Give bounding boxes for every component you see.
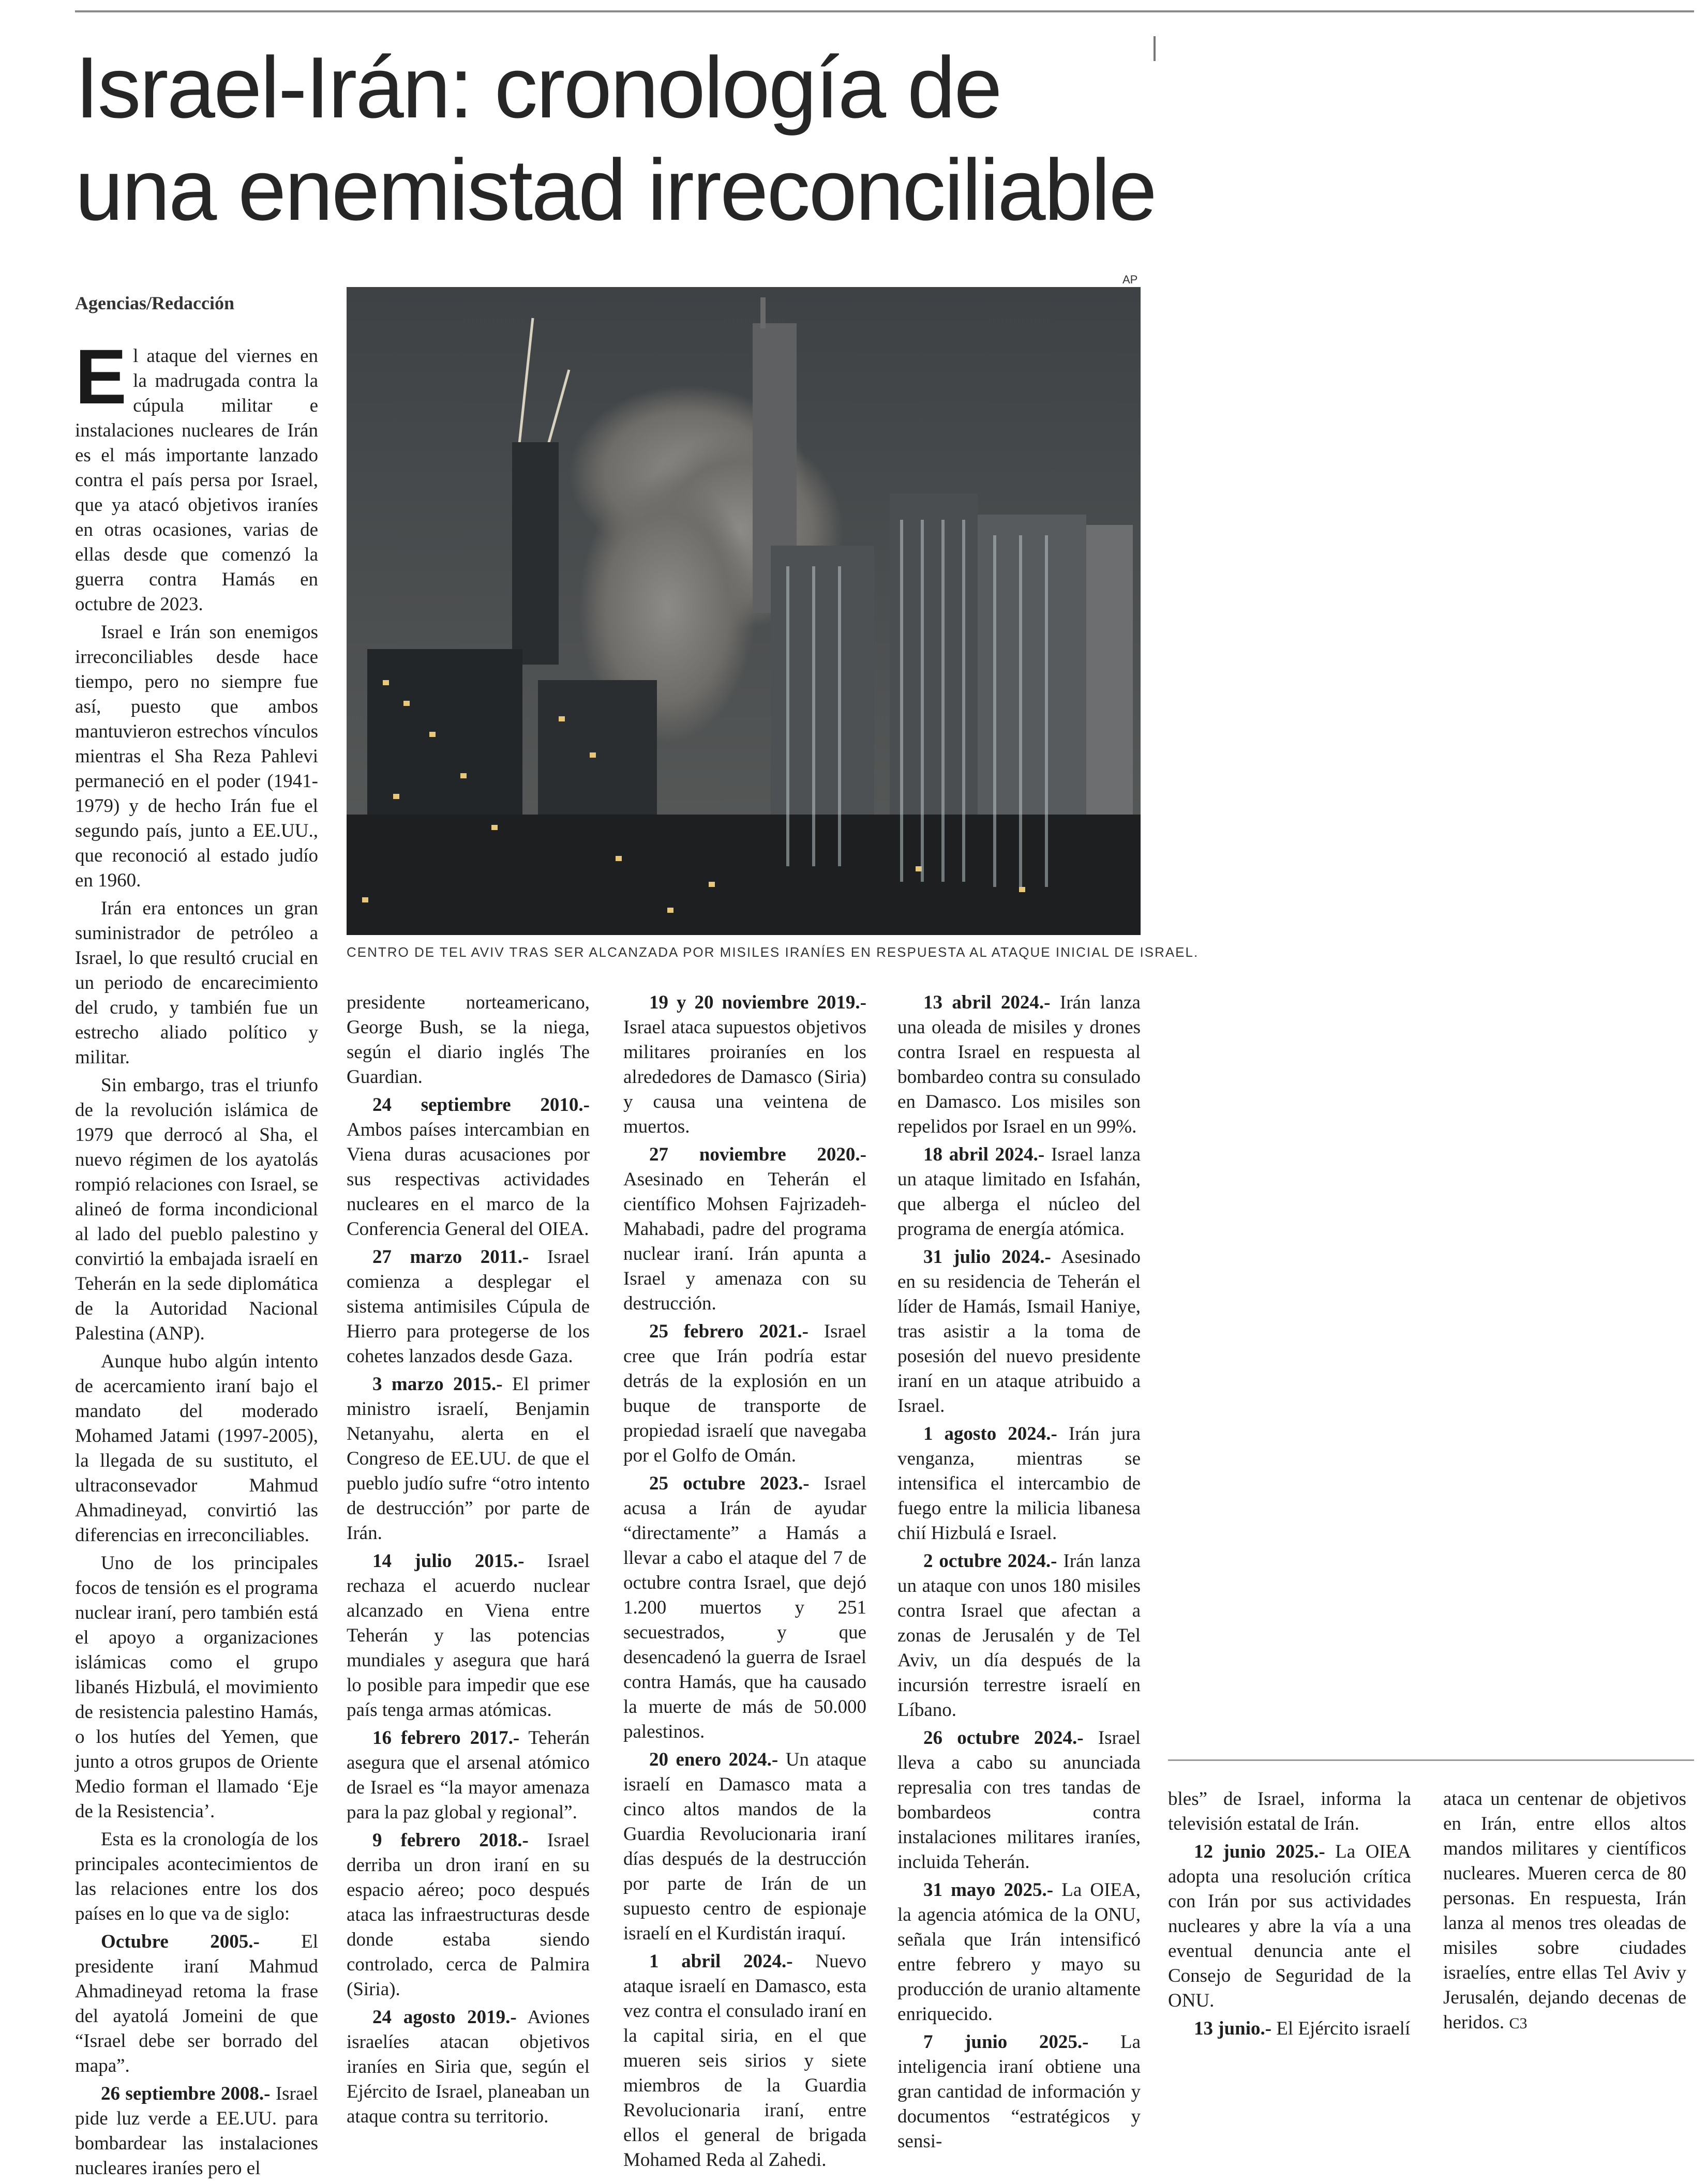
timeline-entry: 3 marzo 2015.- El primer ministro israelí, Benjamin Netanyahu, alerta en el Congreso de EE.UU. de que el pueblo judío sufre “otro intento de destrucción” por parte de Irán. — [347, 1374, 590, 1544]
article-column-2 — [347, 990, 590, 2132]
timeline-entry: 27 noviembre 2020.- Asesinado en Teherán el científico Mohsen Fajrizadeh-Mahabadi, padre del programa nuclear iraní. Irán apunta a Israel y amenaza con su destrucción. — [623, 1144, 866, 1314]
timeline-entry: 1 abril 2024.- Nuevo ataque israelí en Damasco, esta vez contra el consulado iraní en la capital siria, en el que mueren seis sirios y siete miembros de la Guardia Revolucionaria iraní, entre ellos el general de brigada Mohamed Reda al Zahedi. — [623, 1951, 866, 2171]
timeline-entry: 12 junio 2025.- La OIEA adopta una resolución crítica con Irán por sus actividades nucleares y abre la vía a una eventual denuncia ante el Consejo de Seguridad de la ONU. — [1168, 1841, 1411, 2011]
timeline-entry: 18 abril 2024.- Israel lanza un ataque limitado en Isfahán, que alberga el núcleo del programa de energía atómica. — [897, 1144, 1141, 1240]
timeline-entry: 31 julio 2024.- Asesinado en su residencia de Teherán el líder de Hamás, Ismail Haniye, tras asistir a la toma de posesión del nuevo presidente iraní en un ataque atribuido a Israel. — [897, 1246, 1141, 1417]
body-paragraph: Aunque hubo algún intento de acercamiento iraní bajo el mandato del moderado Mohamed Jatami (1997-2005), la llegada de su sustituto, el ultraconsevador Mahmud Ahmadineyad, convirtió las diferencias en irreconciliables. — [75, 1351, 318, 1546]
timeline-entry: 24 septiembre 2010.- Ambos países intercambian en Viena duras acusaciones por sus respectivas actividades nucleares en el marco de la Conferencia General del OIEA. — [347, 1094, 590, 1240]
body-paragraph: Sin embargo, tras el triunfo de la revolución islámica de 1979 que derrocó al Sha, el nuevo régimen de los ayatolás rompió relaciones con Israel, se alineó de forma incondicional al lado del pueblo palestino y convirtió la embajada israelí en Teherán en la sede diplomática de la Autoridad Nacional Palestina (ANP). — [75, 1075, 318, 1344]
timeline-entry: 14 julio 2015.- Israel rechaza el acuerdo nuclear alcanzado en Viena entre Teherán y las potencias mundiales y asegura que hará lo posible para impedir que ese país tenga armas atómicas. — [347, 1550, 590, 1721]
body-paragraph: Israel e Irán son enemigos irreconciliables desde hace tiempo, pero no siempre fue así, puesto que ambos mantuvieron estrechos vínculos mientras el Sha Reza Pahlevi permaneció en el poder (1941-1979) y de hecho Irán fue el segundo país, junto a EE.UU., que reconoció al estado judío en 1960. — [75, 622, 318, 891]
timeline-entry: 26 octubre 2024.- Israel lleva a cabo su anunciada represalia con tres tandas de bombardeos contra instalaciones militares iraníes, incluida Teherán. — [897, 1727, 1141, 1873]
article-column-6 — [1443, 1787, 1686, 2039]
body-paragraph: Uno de los principales focos de tensión es el programa nuclear iraní, pero también está el apoyo a organizaciones islámicas como el grupo libanés Hizbulá, el movimiento de resistencia palestino Hamás, o los hutíes del Yemen, que junto a otros grupos de Oriente Medio forman el llamado ‘Eje de la Resistencia’. — [75, 1553, 318, 1822]
timeline-entry: ataca un centenar de objetivos en Irán, entre ellos altos mandos militares y científicos nucleares. Mueren cerca de 80 personas. En respuesta, Irán lanza al menos tres oleadas de misiles sobre ciudades israelíes, entre ellas Tel Aviv y Jerusalén, dejando decenas de heridos. C3 — [1443, 1788, 1686, 2033]
section-rule — [1168, 1759, 1694, 1761]
article-column-1 — [75, 333, 318, 2184]
timeline-entry: 24 agosto 2019.- Aviones israelíes atacan objetivos iraníes en Siria que, según el Ejército de Israel, planeaban un ataque contra su territorio. — [347, 2007, 590, 2127]
timeline-entry: 25 febrero 2021.- Israel cree que Irán podría estar detrás de la explosión en un buque de transporte de propiedad israelí que navegaba por el Golfo de Omán. — [623, 1321, 866, 1466]
timeline-entry: 1 agosto 2024.- Irán jura venganza, mientras se intensifica el intercambio de fuego entre la milicia libanesa chií Hizbulá e Israel. — [897, 1423, 1141, 1544]
timeline-entry: 19 y 20 noviembre 2019.- Israel ataca supuestos objetivos militares proiraníes en los alrededores de Damasco (Siria) y causa una veintena de muertos. — [623, 992, 866, 1137]
drop-cap: E — [75, 333, 127, 420]
timeline-entry: presidente norteamericano, George Bush, se la niega, según el diario inglés The Guardian. — [347, 992, 590, 1088]
news-photo — [347, 287, 1141, 935]
timeline-entry: 13 junio.- El Ejército israelí — [1194, 2018, 1411, 2039]
timeline-entry: 9 febrero 2018.- Israel derriba un dron iraní en su espacio aéreo; poco después ataca las infraestructuras desde donde estaba siendo controlado, cerca de Palmira (Siria). — [347, 1830, 590, 2000]
byline: Agencias/Redacción — [75, 293, 234, 313]
timeline-entry: 2 octubre 2024.- Irán lanza un ataque con unos 180 misiles contra Israel que afectan a zonas de Jerusalén y de Tel Aviv, un día después de la incursión terrestre israelí en Líbano. — [897, 1550, 1141, 1721]
photo-credit: AP — [1122, 273, 1138, 286]
timeline-entry: 7 junio 2025.- La inteligencia iraní obtiene una gran cantidad de información y documentos “estratégicos y sensi- — [897, 2031, 1141, 2152]
timeline-entry: 26 septiembre 2008.- Israel pide luz verde a EE.UU. para bombardear las instalaciones nucleares iraníes pero el — [75, 2083, 318, 2179]
top-rule — [75, 10, 1694, 12]
article-column-4 — [897, 990, 1141, 2157]
article-column-5 — [1168, 1787, 1411, 2044]
end-mark: C3 — [1509, 2015, 1528, 2032]
lead-paragraph: El ataque del viernes en la madrugada contra la cúpula militar e instalaciones nucleares de Irán es el más importante lanzado contra el país persa por Israel, que ya atacó objetivos iraníes en otras ocasiones, varias de ellas desde que comenzó la guerra contra Hamás en octubre de 2023. — [75, 333, 318, 615]
headline: Israel-Irán: cronología de una enemistad irreconciliable — [75, 39, 1156, 238]
body-paragraph: Esta es la cronología de los principales acontecimientos de las relaciones entre los dos países en lo que va de siglo: — [75, 1829, 318, 1924]
timeline-entry: 13 abril 2024.- Irán lanza una oleada de misiles y drones contra Israel en respuesta al bombardeo contra su consulado en Damasco. Los misiles son repelidos por Israel en un 99%. — [897, 992, 1141, 1137]
photo-caption: CENTRO DE TEL AVIV TRAS SER ALCANZADA POR MISILES IRANÍES EN RESPUESTA AL ATAQUE INICIAL DE ISRAEL. — [347, 944, 1199, 960]
body-paragraph: Irán era entonces un gran suministrador de petróleo a Israel, lo que resultó crucial en un periodo de encarecimiento del crudo, y también fue un estrecho aliado político y militar. — [75, 898, 318, 1068]
timeline-entry: 20 enero 2024.- Un ataque israelí en Damasco mata a cinco altos mandos de la Guardia Revolucionaria iraní días después de la destrucción por parte de Irán de un supuesto centro de espionaje israelí en el Kurdistán iraquí. — [623, 1749, 866, 1944]
timeline-entry: Octubre 2005.- El presidente iraní Mahmud Ahmadineyad retoma la frase del ayatolá Jomeini de que “Israel debe ser borrado del mapa”. — [75, 1931, 318, 2076]
timeline-entry: 31 mayo 2025.- La OIEA, la agencia atómica de la ONU, señala que Irán intensificó entre febrero y mayo su producción de uranio altamente enriquecido. — [897, 1879, 1141, 2025]
tel-aviv-skyline-image — [347, 287, 1141, 935]
timeline-entry: bles” de Israel, informa la televisión estatal de Irán. — [1168, 1788, 1411, 1834]
timeline-entry: 27 marzo 2011.- Israel comienza a desplegar el sistema antimisiles Cúpula de Hierro para protegerse de los cohetes lanzados desde Gaza. — [347, 1246, 590, 1367]
article-column-3 — [623, 990, 866, 2176]
timeline-entry: 16 febrero 2017.- Teherán asegura que el arsenal atómico de Israel es “la mayor amenaza para la paz global y regional”. — [347, 1727, 590, 1823]
timeline-entry: 25 octubre 2023.- Israel acusa a Irán de ayudar “directamente” a Hamás a llevar a cabo el ataque del 7 de octubre contra Israel, que dejó 1.200 muertos y 251 secuestrados, y que desencadenó la guerra de Israel contra Hamás, que ha causado la muerte de más de 50.000 palestinos. — [623, 1473, 866, 1742]
